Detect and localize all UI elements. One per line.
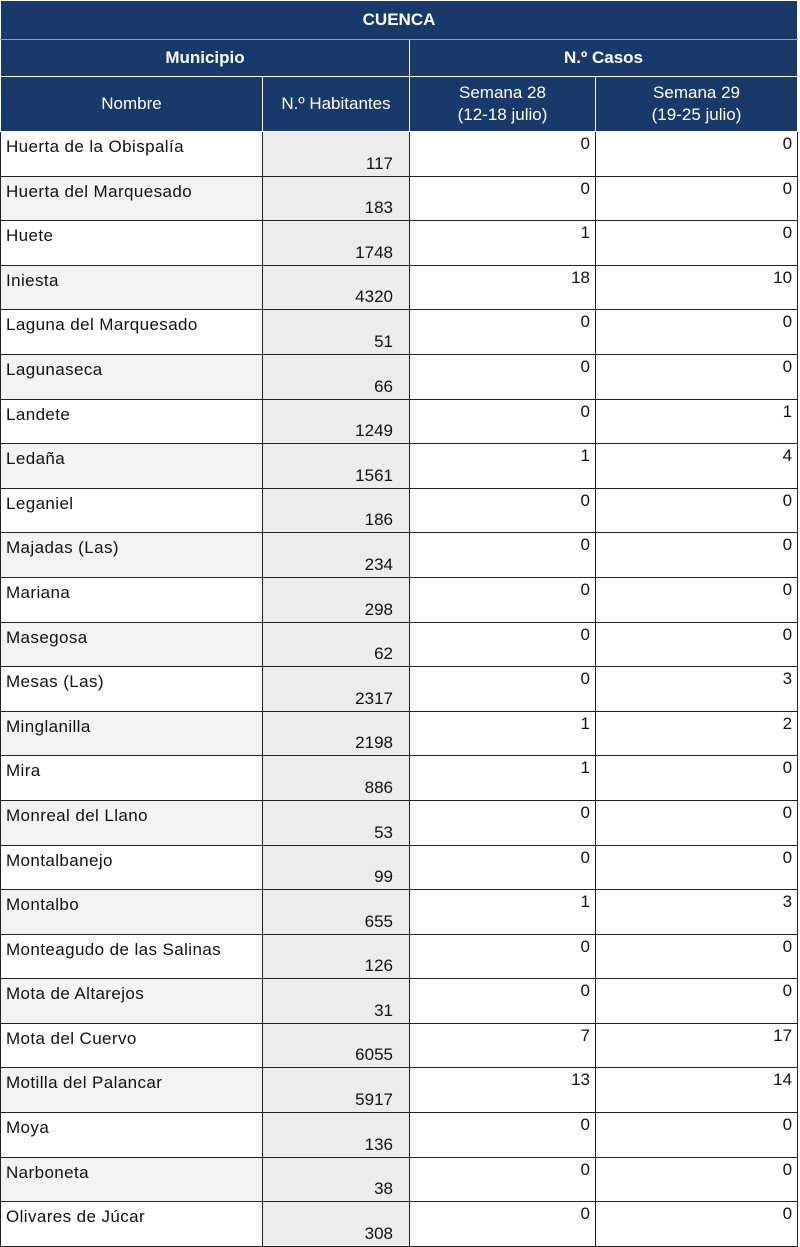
semana28-cases-cell: 0 bbox=[410, 132, 596, 177]
table-row bbox=[1, 1157, 798, 1202]
casos-group-header: N.º Casos bbox=[410, 40, 798, 77]
nombre-column-header: Nombre bbox=[1, 77, 263, 132]
table-body bbox=[1, 132, 798, 1247]
semana28-dates: (12-18 julio) bbox=[457, 105, 548, 124]
habitantes-cell: 298 bbox=[263, 577, 410, 622]
semana29-cases-cell: 0 bbox=[596, 132, 798, 177]
table-row bbox=[1, 533, 798, 578]
table-row bbox=[1, 354, 798, 399]
semana29-cases-cell: 0 bbox=[596, 1113, 798, 1158]
municipio-name-cell: Moya bbox=[1, 1113, 263, 1158]
table-row bbox=[1, 132, 798, 177]
habitantes-cell: 66 bbox=[263, 354, 410, 399]
habitantes-cell: 6055 bbox=[263, 1023, 410, 1068]
semana28-cases-cell: 18 bbox=[410, 265, 596, 310]
municipio-name-cell: Lagunaseca bbox=[1, 354, 263, 399]
semana28-cases-cell: 1 bbox=[410, 711, 596, 756]
semana29-cases-cell: 3 bbox=[596, 667, 798, 712]
habitantes-cell: 51 bbox=[263, 310, 410, 355]
semana29-cases-cell: 10 bbox=[596, 265, 798, 310]
semana29-cases-cell: 0 bbox=[596, 221, 798, 266]
habitantes-cell: 99 bbox=[263, 845, 410, 890]
municipio-name-cell: Iniesta bbox=[1, 265, 263, 310]
semana28-label: Semana 28 bbox=[459, 83, 546, 102]
table-row bbox=[1, 845, 798, 890]
table-row bbox=[1, 756, 798, 801]
habitantes-cell: 136 bbox=[263, 1113, 410, 1158]
municipio-name-cell: Laguna del Marquesado bbox=[1, 310, 263, 355]
semana28-cases-cell: 0 bbox=[410, 399, 596, 444]
municipio-name-cell: Mira bbox=[1, 756, 263, 801]
municipio-name-cell: Minglanilla bbox=[1, 711, 263, 756]
semana28-column-header bbox=[410, 77, 596, 132]
habitantes-cell: 886 bbox=[263, 756, 410, 801]
table-row bbox=[1, 1202, 798, 1247]
table-row bbox=[1, 577, 798, 622]
table-row bbox=[1, 800, 798, 845]
semana29-cases-cell: 0 bbox=[596, 622, 798, 667]
region-title: CUENCA bbox=[1, 1, 798, 40]
semana28-cases-cell: 13 bbox=[410, 1068, 596, 1113]
semana29-cases-cell: 14 bbox=[596, 1068, 798, 1113]
habitantes-cell: 4320 bbox=[263, 265, 410, 310]
semana28-cases-cell: 1 bbox=[410, 221, 596, 266]
habitantes-cell: 186 bbox=[263, 488, 410, 533]
table-row bbox=[1, 667, 798, 712]
municipio-name-cell: Mesas (Las) bbox=[1, 667, 263, 712]
table-row bbox=[1, 711, 798, 756]
semana29-cases-cell: 0 bbox=[596, 1202, 798, 1247]
municipio-name-cell: Olivares de Júcar bbox=[1, 1202, 263, 1247]
municipio-group-header: Municipio bbox=[1, 40, 410, 77]
semana29-label: Semana 29 bbox=[653, 83, 740, 102]
semana29-cases-cell: 0 bbox=[596, 354, 798, 399]
habitantes-cell: 655 bbox=[263, 890, 410, 935]
habitantes-cell: 1249 bbox=[263, 399, 410, 444]
habitantes-cell: 31 bbox=[263, 979, 410, 1024]
semana28-cases-cell: 0 bbox=[410, 354, 596, 399]
semana28-cases-cell: 0 bbox=[410, 533, 596, 578]
municipio-name-cell: Motilla del Palancar bbox=[1, 1068, 263, 1113]
habitantes-cell: 2317 bbox=[263, 667, 410, 712]
semana28-cases-cell: 0 bbox=[410, 488, 596, 533]
semana29-cases-cell: 0 bbox=[596, 577, 798, 622]
semana28-cases-cell: 7 bbox=[410, 1023, 596, 1068]
semana28-cases-cell: 1 bbox=[410, 444, 596, 489]
municipio-name-cell: Narboneta bbox=[1, 1157, 263, 1202]
semana29-cases-cell: 0 bbox=[596, 488, 798, 533]
semana29-dates: (19-25 julio) bbox=[651, 105, 742, 124]
table-row bbox=[1, 444, 798, 489]
habitantes-cell: 1748 bbox=[263, 221, 410, 266]
municipio-name-cell: Montalbanejo bbox=[1, 845, 263, 890]
semana28-cases-cell: 0 bbox=[410, 800, 596, 845]
municipio-name-cell: Mota del Cuervo bbox=[1, 1023, 263, 1068]
semana28-cases-cell: 1 bbox=[410, 756, 596, 801]
habitantes-cell: 62 bbox=[263, 622, 410, 667]
semana28-cases-cell: 0 bbox=[410, 667, 596, 712]
table-row bbox=[1, 979, 798, 1024]
semana28-cases-cell: 0 bbox=[410, 176, 596, 221]
municipio-name-cell: Mota de Altarejos bbox=[1, 979, 263, 1024]
semana29-cases-cell: 0 bbox=[596, 176, 798, 221]
table-row bbox=[1, 1023, 798, 1068]
semana29-cases-cell: 0 bbox=[596, 845, 798, 890]
table-row bbox=[1, 890, 798, 935]
habitantes-cell: 234 bbox=[263, 533, 410, 578]
municipio-name-cell: Huerta de la Obispalía bbox=[1, 132, 263, 177]
semana29-cases-cell: 17 bbox=[596, 1023, 798, 1068]
municipio-name-cell: Majadas (Las) bbox=[1, 533, 263, 578]
habitantes-cell: 183 bbox=[263, 176, 410, 221]
habitantes-cell: 117 bbox=[263, 132, 410, 177]
habitantes-cell: 5917 bbox=[263, 1068, 410, 1113]
semana28-cases-cell: 0 bbox=[410, 577, 596, 622]
habitantes-cell: 308 bbox=[263, 1202, 410, 1247]
table-row bbox=[1, 176, 798, 221]
municipio-name-cell: Huete bbox=[1, 221, 263, 266]
municipio-name-cell: Monreal del Llano bbox=[1, 800, 263, 845]
semana29-cases-cell: 0 bbox=[596, 310, 798, 355]
semana28-cases-cell: 1 bbox=[410, 890, 596, 935]
semana29-cases-cell: 0 bbox=[596, 533, 798, 578]
habitantes-column-header: N.º Habitantes bbox=[263, 77, 410, 132]
table-header bbox=[1, 1, 798, 132]
semana28-cases-cell: 0 bbox=[410, 310, 596, 355]
municipio-name-cell: Masegosa bbox=[1, 622, 263, 667]
habitantes-cell: 126 bbox=[263, 934, 410, 979]
semana29-cases-cell: 1 bbox=[596, 399, 798, 444]
municipio-name-cell: Leganiel bbox=[1, 488, 263, 533]
semana28-cases-cell: 0 bbox=[410, 622, 596, 667]
semana28-cases-cell: 0 bbox=[410, 1157, 596, 1202]
table-row bbox=[1, 934, 798, 979]
table-row bbox=[1, 622, 798, 667]
table-row bbox=[1, 310, 798, 355]
semana28-cases-cell: 0 bbox=[410, 845, 596, 890]
municipio-name-cell: Monteagudo de las Salinas bbox=[1, 934, 263, 979]
table-row bbox=[1, 1113, 798, 1158]
municipio-name-cell: Ledaña bbox=[1, 444, 263, 489]
table-row bbox=[1, 265, 798, 310]
semana28-cases-cell: 0 bbox=[410, 1202, 596, 1247]
semana29-cases-cell: 0 bbox=[596, 800, 798, 845]
table-row bbox=[1, 399, 798, 444]
habitantes-cell: 1561 bbox=[263, 444, 410, 489]
habitantes-cell: 38 bbox=[263, 1157, 410, 1202]
semana29-column-header bbox=[596, 77, 798, 132]
table-row bbox=[1, 1068, 798, 1113]
semana29-cases-cell: 0 bbox=[596, 756, 798, 801]
semana29-cases-cell: 3 bbox=[596, 890, 798, 935]
semana28-cases-cell: 0 bbox=[410, 979, 596, 1024]
semana29-cases-cell: 0 bbox=[596, 934, 798, 979]
municipio-name-cell: Huerta del Marquesado bbox=[1, 176, 263, 221]
semana28-cases-cell: 0 bbox=[410, 934, 596, 979]
semana29-cases-cell: 4 bbox=[596, 444, 798, 489]
semana28-cases-cell: 0 bbox=[410, 1113, 596, 1158]
semana29-cases-cell: 0 bbox=[596, 979, 798, 1024]
habitantes-cell: 2198 bbox=[263, 711, 410, 756]
municipio-name-cell: Montalbo bbox=[1, 890, 263, 935]
municipio-name-cell: Landete bbox=[1, 399, 263, 444]
municipio-name-cell: Mariana bbox=[1, 577, 263, 622]
table-row bbox=[1, 488, 798, 533]
table-row bbox=[1, 221, 798, 266]
semana29-cases-cell: 0 bbox=[596, 1157, 798, 1202]
habitantes-cell: 53 bbox=[263, 800, 410, 845]
semana29-cases-cell: 2 bbox=[596, 711, 798, 756]
